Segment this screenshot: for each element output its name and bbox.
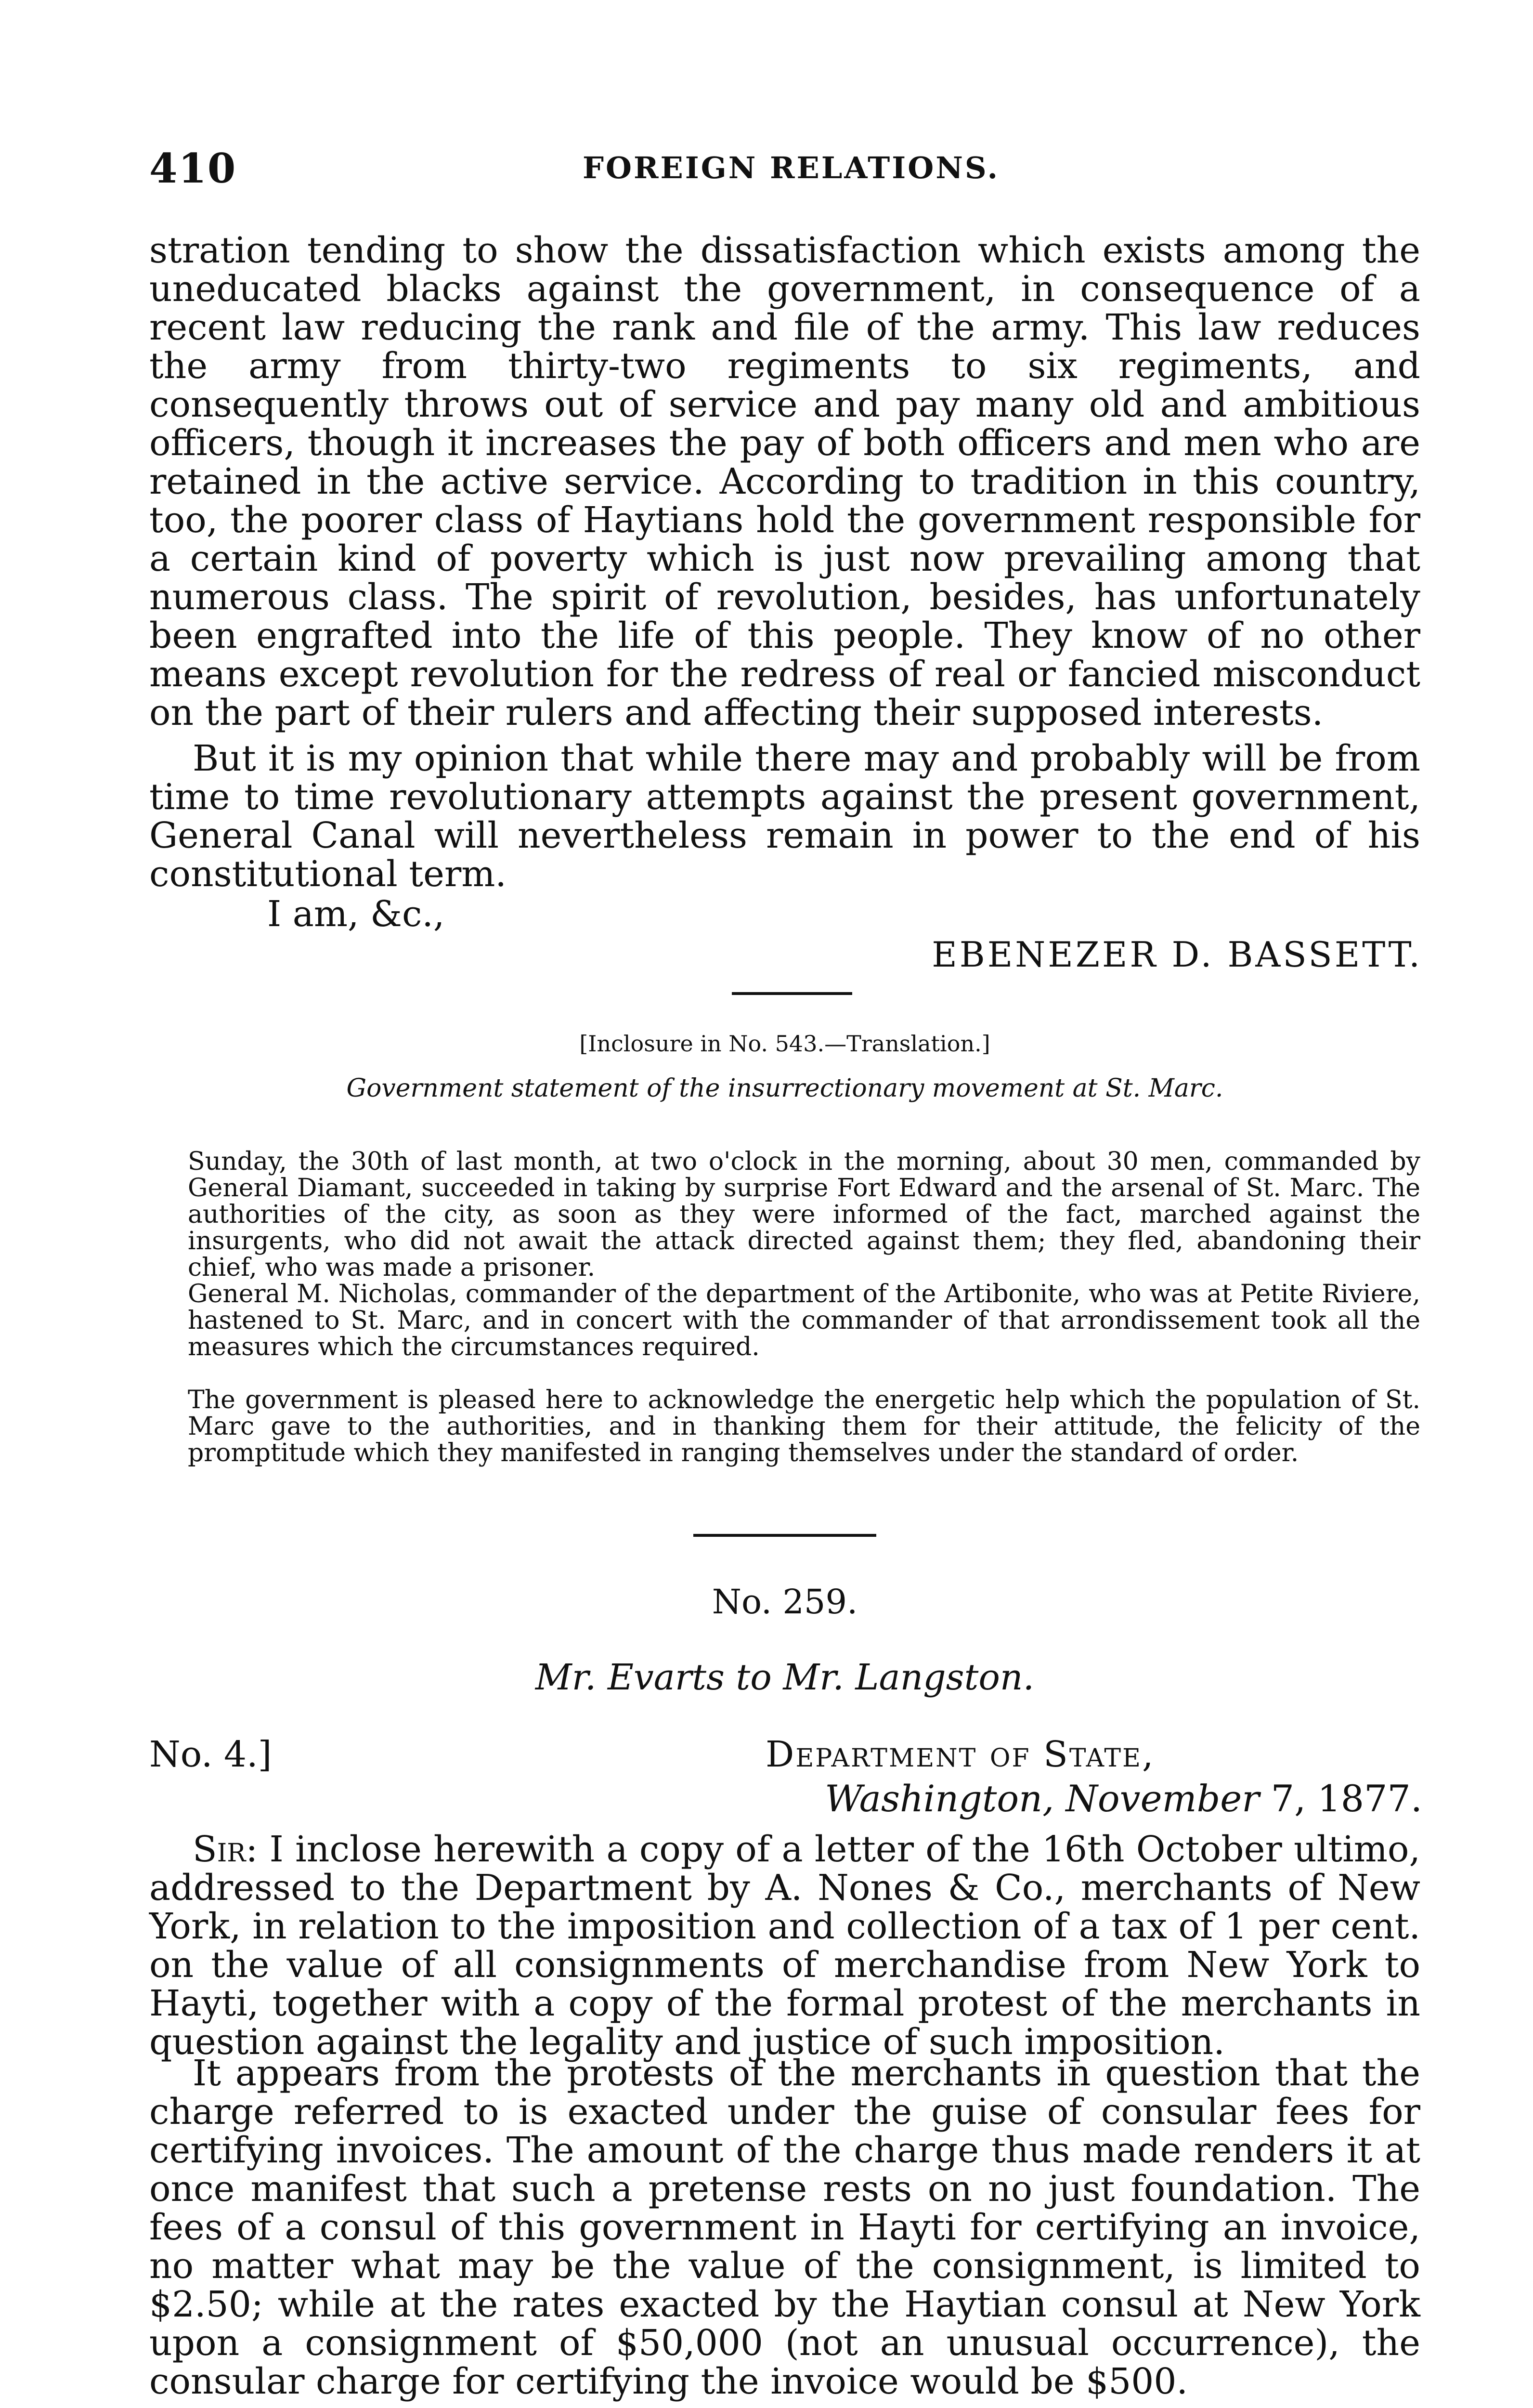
letter-closing: I am, &c.,: [267, 893, 445, 935]
signature: EBENEZER D. BASSETT.: [932, 934, 1422, 975]
section-divider: [693, 1534, 876, 1537]
inclosure-paragraph-2: General M. Nicholas, commander of the department of the Artibonite, who was at Petite Riviere, hastened to St. Marc, and in concert with the commander of that arrondissement took all the measures which the circumstances required.: [188, 1280, 1420, 1361]
letter-259-paragraph-1: [149, 1830, 1420, 2061]
date-place: Washington, November: [825, 1777, 1260, 1820]
inclosure-title: Government statement of the insurrectionary movement at St. Marc.: [346, 1074, 1223, 1103]
section-divider: [732, 992, 852, 995]
page-number: 410: [149, 144, 237, 192]
letter-paragraph-1: stration tending to show the dissatisfaction which exists among the uneducated blacks against the government, in consequence of a recent law reducing the rank and file of the army. This law reduces the army from thirty-two regiments to six regiments, and consequently throws out of service and pay many old and ambitious officers, though it increases the pay of both officers and men who are retained in the active service. According to tradition in this country, too, the poorer class of Haytians hold the government responsible for a certain kind of poverty which is just now prevailing among that numerous class. The spirit of revolution, besides, has unfortunately been engrafted into the life of this people. They know of no other means except revolution for the redress of real or fancied misconduct on the part of their rulers and affecting their supposed interests.: [149, 230, 1420, 733]
letter-259-paragraph-2: It appears from the protests of the merchants in question that the charge referred to is exacted under the guise of consular fees for certifying invoices. The amount of the charge thus made renders it at once manifest that such a pretense rests on no just foundation. The fees of a consul of this government in Hayti for certifying an invoice, no matter what may be the value of the consignment, is limited to $2.50; while at the rates exacted by the Haytian consul at New York upon a consignment of $50,000 (not an unusual occurrence), the consular charge for certifying the invoice would be $500.: [149, 2053, 1420, 2402]
date-line: [825, 1777, 1422, 1820]
dispatch-number: No. 4.]: [149, 1734, 272, 1775]
salutation-word: Sir:: [193, 1829, 258, 1870]
document-title: Mr. Evarts to Mr. Langston.: [535, 1657, 1035, 1698]
document-number: No. 259.: [712, 1582, 858, 1622]
page-header: [149, 144, 1420, 197]
inclosure-label: [Inclosure in No. 543.—Translation.]: [579, 1031, 990, 1057]
department-heading: Department of State,: [766, 1734, 1155, 1775]
letter-paragraph-2: But it is my opinion that while there may and probably will be from time to time revolutionary attempts against the present government, General Canal will nevertheless remain in power to the end of his constitutional term.: [149, 738, 1420, 895]
running-head: FOREIGN RELATIONS.: [583, 150, 1000, 185]
date-day-year: 7, 1877.: [1259, 1777, 1422, 1820]
inclosure-paragraph-1: Sunday, the 30th of last month, at two o'clock in the morning, about 30 men, commanded by General Diamant, succeeded in taking by surprise Fort Edward and the arsenal of St. Marc. The authorities of the city, as soon as they were informed of the fact, marched against the insurgents, who did not await the attack directed against them; they fled, abandoning their chief, who was made a prisoner.: [188, 1147, 1420, 1282]
letter-259-paragraph-1-text: I inclose herewith a copy of a letter of the 16th October ultimo, addressed to the Department by A. Nones & Co., merchants of New York, in relation to the imposition and collection of a tax of 1 per cent. on the value of all consignments of merchandise from New York to Hayti, together with a copy of the formal protest of the merchants in question against the legality and justice of such imposition.: [149, 1829, 1420, 2063]
inclosure-paragraph-3: The government is pleased here to acknowledge the energetic help which the population of St. Marc gave to the authorities, and in thanking them for their attitude, the felicity of the promptitude which they manifested in ranging themselves under the standard of order.: [188, 1386, 1420, 1467]
